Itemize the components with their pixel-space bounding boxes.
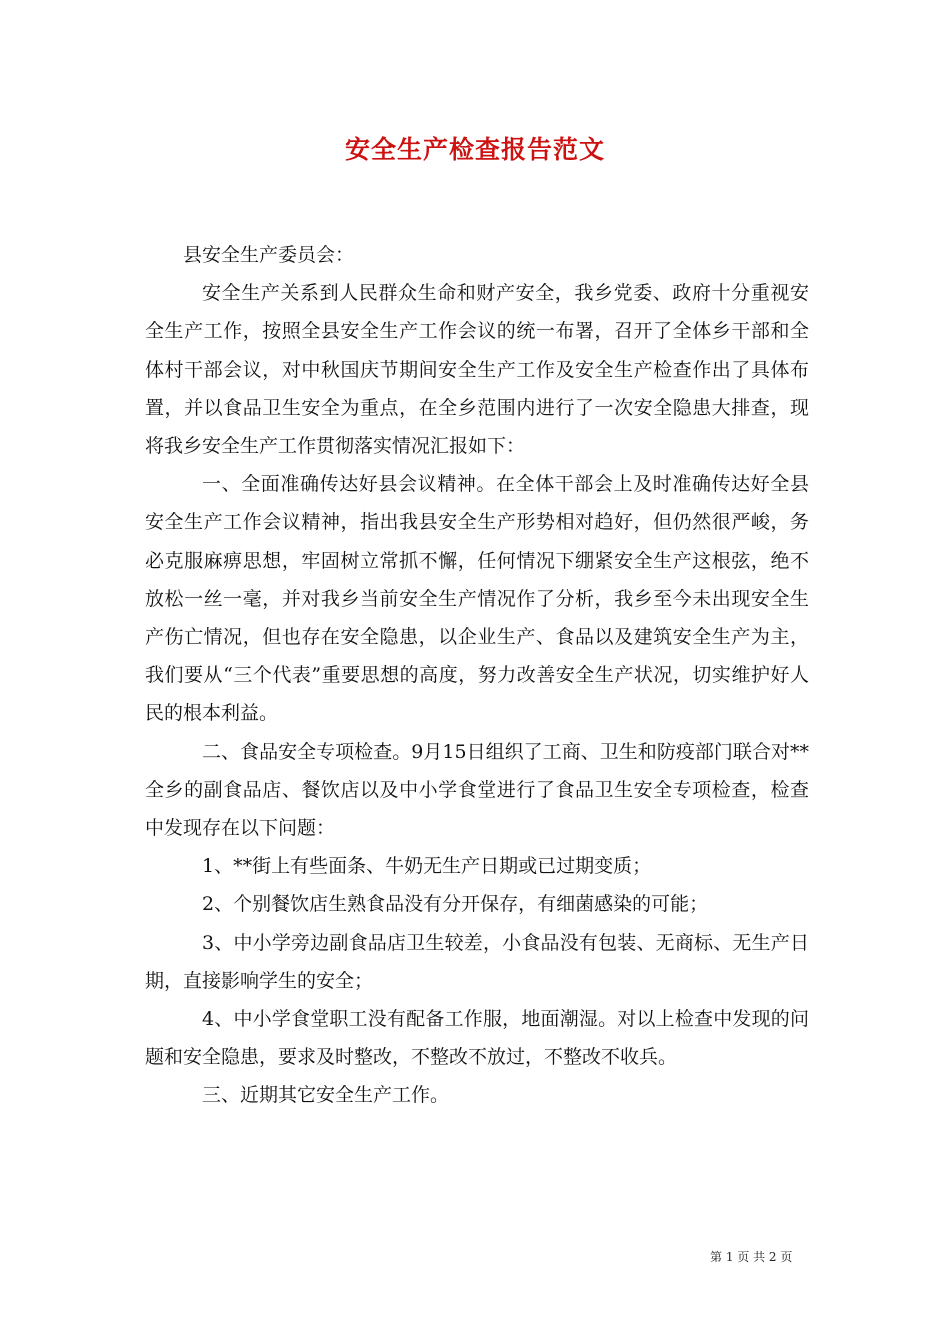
salutation-paragraph: 县安全生产委员会：: [183, 244, 355, 266]
section-three-paragraph: 三、近期其它安全生产工作。: [202, 1084, 450, 1107]
intro-paragraph: 安全生产关系到人民群众生命和财产安全，我乡党委、政府十分重视安全生产工作，按照全县安全生产工作会议的统一布署，召开了全体乡干部和全体村干部会议，对中秋国庆节期间安全生产工作及安全生产检查作出了具体布置，并以食品卫生安全为重点，在全乡范围内进行了一次安全隐患大排查，现将我乡安全生产工作贯彻落实情况汇报如下：: [145, 282, 809, 458]
issue-item-2: 2、个别餐饮店生熟食品没有分开保存，有细菌感染的可能；: [202, 893, 709, 916]
page-indicator: 第 1 页 共 2 页: [710, 1250, 793, 1264]
issue-item-3: 3、中小学旁边副食品店卫生较差，小食品没有包装、无商标、无生产日期，直接影响学生的安全；: [145, 931, 809, 992]
issue-item-1: 1、**街上有些面条、牛奶无生产日期或已过期变质；: [202, 855, 652, 878]
section-one-paragraph: 一、全面准确传达好县会议精神。在全体干部会上及时准确传达好全县安全生产工作会议精神，指出我县安全生产形势相对趋好，但仍然很严峻，务必克服麻痹思想，牢固树立常抓不懈，任何情况下绷紧安全生产这根弦，绝不放松一丝一毫，并对我乡当前安全生产情况作了分析，我乡至今未出现安全生产伤亡情况，但也存在安全隐患，以企业生产、食品以及建筑安全生产为主，我们要从“三个代表”重要思想的高度，努力改善安全生产状况，切实维护好人民的根本利益。: [145, 473, 809, 725]
document-body: [145, 236, 809, 1115]
document-title: 安全生产检查报告范文: [344, 135, 605, 164]
issue-item-4: 4、中小学食堂职工没有配备工作服，地面潮湿。对以上检查中发现的问题和安全隐患，要求及时整改，不整改不放过，不整改不收兵。: [145, 1008, 809, 1069]
section-two-paragraph: 二、食品安全专项检查。9月15日组织了工商、卫生和防疫部门联合对**全乡的副食品店、餐饮店以及中小学食堂进行了食品卫生安全专项检查，检查中发现存在以下问题：: [145, 740, 809, 840]
